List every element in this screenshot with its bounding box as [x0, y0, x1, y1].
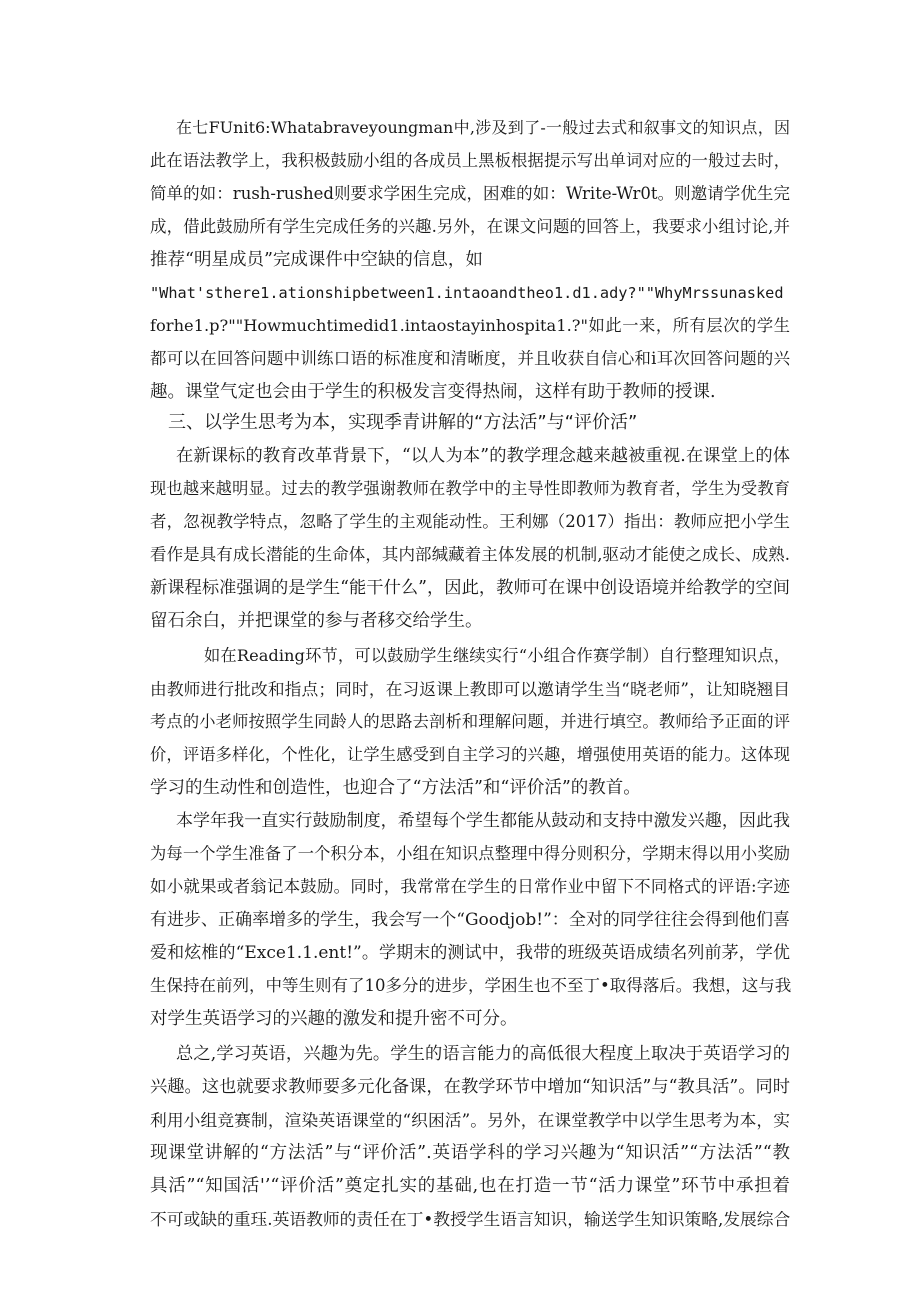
paragraph-2-line-3: 者，忽视教学特点，忽略了学生的主观能动性。王利娜（2017）指出：教师应把小学生 — [150, 512, 790, 531]
paragraph-1-line-1: 在七FUnit6:Whatabraveyoungman中,涉及到了-一般过去式和叙事文的知识点，因 — [176, 118, 790, 137]
paragraph-4-line-3: 如小就果或者翁记本鼓励。同时，我常常在学生的日常作业中留下不同格式的评语:字迹 — [150, 877, 790, 896]
paragraph-3-line-4: 价，评语多样化，个性化，让学生感受到自主学习的兴趣，增强使用英语的能力。这体现 — [150, 745, 790, 764]
paragraph-5-line-1: 总之,学习英语，兴趣为先。学生的语言能力的高低很大程度上取决于英语学习的 — [176, 1044, 790, 1064]
paragraph-5-line-5: 具活”“知国活'’“评价活”奠定扎实的基础,也在打造一节“活力课堂”环节中承担着 — [150, 1176, 790, 1196]
paragraph-1-line-4: 成，借此鼓励所有学生完成任务的兴趣.另外，在课文问题的回答上，我要求小组讨论,并 — [150, 217, 790, 236]
paragraph-5-line-3: 利用小组竞赛制，渲染英语课堂的“织困活”。另外，在课堂教学中以学生思考为本，实 — [150, 1110, 790, 1130]
section-heading: 三、以学生思考为本，实现季青讲解的“方法活”与“评价活” — [168, 412, 638, 433]
paragraph-3-line-3: 考点的小老师按照学生同龄人的思路去剖析和理解问题，并进行填空。教师给予正面的评 — [150, 712, 790, 731]
paragraph-4-line-7: 对学生英语学习的兴趣的激发和提升密不可分。 — [150, 1009, 518, 1029]
paragraph-3-line-5: 学习的生动性和创造性，也迎合了“方法活”和“评价活”的教首。 — [150, 778, 641, 798]
paragraph-1-line-2: 此在语法教学上，我积极鼓励小组的各成员上黑板根据提示写出单词对应的一般过去时， — [150, 151, 790, 170]
paragraph-5-line-2: 兴趣。这也就要求教师要多元化备课，在教学环节中增加“知识活”与“教具活”。同时 — [150, 1077, 790, 1097]
paragraph-2-line-1: 在新课标的教育改革背景下，“以人为本”的教学理念越来越被重视.在课堂上的体 — [176, 446, 790, 466]
paragraph-4-line-6: 生保持在前列，中等生则有了10多分的进步，学困生也不至丁•取得落后。我想，这与我 — [150, 976, 792, 995]
paragraph-1-line-3: 简单的如：rush-rushed则要求学困生完成，困难的如：Write-Wr0t。则邀请学优生完 — [150, 184, 790, 203]
paragraph-4-line-2: 为每一个学生准备了一个积分本，小组在知识点整理中得分则积分，学期末得以用小奖励 — [150, 844, 790, 863]
paragraph-1-line-6: "What'sthere1.ationshipbetween1.intaoandtheo1.d1.ady?""WhyMrssunasked — [150, 284, 784, 302]
paragraph-5-line-6: 不可或缺的重珏.英语教师的责任在丁•教授学生语言知识，输送学生知识策略,发展综合 — [150, 1209, 791, 1229]
paragraph-3-line-2: 由教师进行批改和指点；同时，在习返课上教即可以邀请学生当“晓老师”，让知晓翘目 — [150, 679, 790, 699]
paragraph-1-line-9: 趣。课堂气定也会由于学生的积极发言变得热闹，这样有助于教师的授课. — [150, 382, 716, 402]
paragraph-2-line-4: 看作是具有成长潜能的生命体，其内部缄藏着主体发展的机制,驱动才能使之成长、成熟. — [150, 545, 790, 564]
paragraph-2-line-2: 现也越来越明显。过去的教学强谢教师在教学中的主导性即教师为教育者，学生为受教育 — [150, 479, 790, 498]
paragraph-2-line-5: 新课程标准强调的是学生“能干什么”，因此，教师可在课中创设语境并给教学的空间 — [150, 578, 790, 598]
paragraph-1-line-7: forhe1.p?""Howmuchtimedid1.intaostayinhospita1.?"如此一来，所有层次的学生 — [150, 316, 790, 335]
paragraph-4-line-5: 爱和炫椎的“Exce1.1.ent!”。学期末的测试中，我带的班级英语成绩名列前茅，学优 — [150, 943, 790, 963]
paragraph-4-line-1: 本学年我一直实行鼓励制度，希望每个学生都能从鼓动和支持中激发兴趣，因此我 — [176, 811, 790, 831]
paragraph-2-line-6: 留石余白，并把课堂的参与者移交给学生。 — [150, 611, 483, 631]
paragraph-1-line-5: 推荐“明星成员”完成课件中空缺的信息，如 — [150, 250, 483, 270]
paragraph-5-line-4: 现课堂讲解的“方法活”与“评价活”.英语学科的学习兴趣为“知识活”“方法活”“教 — [150, 1143, 790, 1163]
paragraph-3-line-1: 如在Reading环节，可以鼓励学生继续实行“小组合作赛学制）自行整理知识点， — [204, 646, 790, 665]
paragraph-4-line-4: 有进步、正确率增多的学生，我会写一个“Goodjob!”：全对的同学往往会得到他们喜 — [150, 910, 790, 930]
paragraph-1-line-8: 都可以在回答问题中训练口语的标准度和清晰度，并且收获自信心和i耳次回答问题的兴 — [150, 349, 790, 368]
